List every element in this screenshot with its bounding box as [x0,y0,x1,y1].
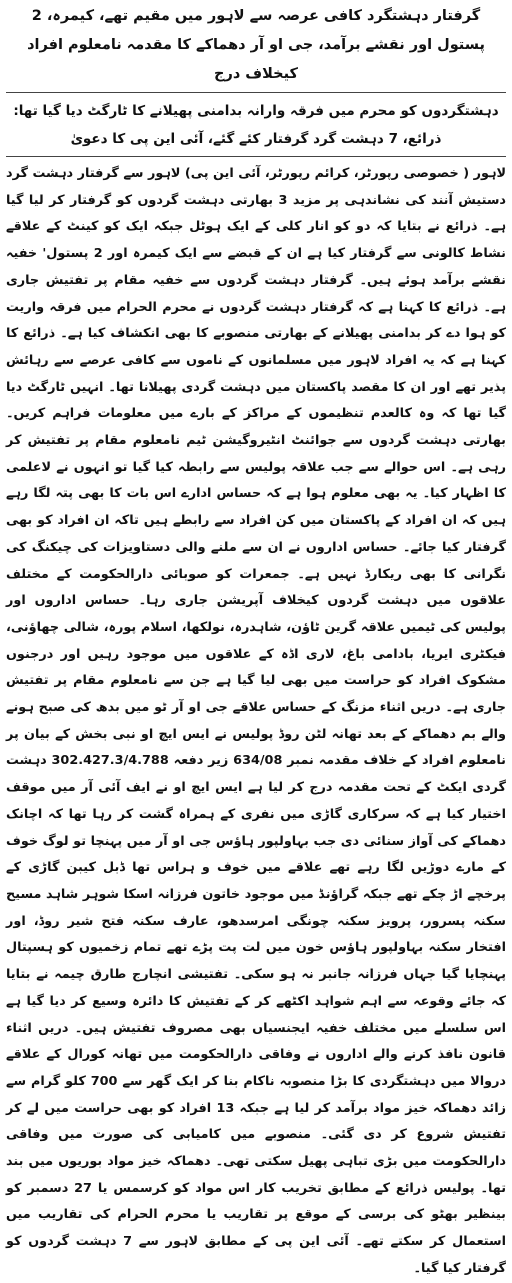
article-headline: گرفتار دہشتگرد کافی عرصہ سے لاہور میں مقیم تھے، کیمرہ، 2 پستول اور نقشے برآمد، جی او آر دھماکے کا مقدمہ نامعلوم افراد کیخلاف درج [27,8,485,82]
subheadline-divider [6,156,506,157]
article-body: لاہور ( خصوصی رپورٹر، کرائم رپورٹر، آئی این پی) لاہور سے گرفتار دہشت گرد دستیش آنند کی نشاندہی پر مزید 3 بھارتی دہشت گردوں کو گرفتار کر لیا گیا ہے۔ ذرائع نے بتایا کہ دو کو انار کلی کے ایک ہوٹل جبکہ ایک کو کینٹ کے علاقے نشاط کالونی سے گرفتار کیا ہے ان کے قبضے سے ایک کیمرہ اور 2 پستول' خفیہ نقشے برآمد ہوئے ہیں۔ گرفتار دہشت گردوں سے خفیہ مقام پر تفتیش جاری ہے۔ ذرائع کا کہنا ہے کہ گرفتار دہشت گردوں نے محرم الحرام میں فرقہ واریت کو ہوا دے کر بدامنی پھیلانے کے بھارتی منصوبے کا بھی انکشاف کیا ہے۔ ذرائع کا کہنا ہے کہ یہ افراد لاہور میں مسلمانوں کے ناموں سے کافی عرصے سے رہائش پذیر تھے اور ان کا مقصد پاکستان میں دہشت گردی پھیلانا تھا۔ انہیں ٹارگٹ دیا گیا تھا کہ وہ کالعدم تنظیموں کے مراکز کے بارے میں معلومات فراہم کریں۔ بھارتی دہشت گردوں سے جوائنٹ انٹیروگیشن ٹیم نامعلوم مقام پر تفتیش کر رہی ہے۔ اس حوالے سے جب علاقہ پولیس سے رابطہ کیا گیا تو انہوں نے لاعلمی کا اظہار کیا۔ یہ بھی معلوم ہوا ہے کہ حساس ادارے اس بات کا بھی پتہ لگا رہے ہیں کہ ان افراد کے پاکستان میں کن افراد سے رابطے ہیں تاکہ ان افراد کو بھی گرفتار کیا جائے۔ حساس اداروں نے ان سے ملنے والی دستاویزات کی چیکنگ کی نگرانی کا بھی ریکارڈ نہیں ہے۔ جمعرات کو صوبائی دارالحکومت کے مختلف علاقوں میں دہشت گردوں کیخلاف آپریشن جاری رہا۔ حساس اداروں اور پولیس کی ٹیمیں علاقہ گرین ٹاؤن، شاہدرہ، نولکھا، اسلام پورہ، شالی چھاؤنی، فیکٹری ایریا، بادامی باغ، لاری اڈہ کے علاقوں میں موجود رہیں اور درجنوں مشکوک افراد کو حراست میں بھی لیا گیا ہے جن سے نامعلوم مقام پر تفتیش جاری ہے۔ دریں اثناء مزنگ کے حساس علاقے جی او آر ٹو میں بدھ کی صبح ہونے والے بم دھماکے کے بعد تھانہ لٹن روڈ پولیس نے ایس ایچ او نبی بخش کے بیان پر نامعلوم افراد کے خلاف مقدمہ نمبر 634/08 زیر دفعہ 302.427.3/4.788 دہشت گردی ایکٹ کے تحت مقدمہ درج کر لیا ہے ایس ایچ او نے ایف آئی آر میں موقف اختیار کیا ہے کہ سرکاری گاڑی میں نفری کے ہمراہ گشت کر رہا تھا کہ اچانک دھماکے کی آواز سنائی دی جب بہاولپور ہاؤس جی او آر میں پہنچا تو لوگ خوف کے مارے دوڑیں لگا رہے تھے علاقے میں خوف و ہراس تھا ڈبل کیبن گاڑی کے پرخچے اڑ چکے تھے جبکہ گراؤنڈ میں موجود خاتون فرزانہ اسکا شوہر شاہد مسیح سکنہ پسرور، پرویز سکنہ چونگی امرسدھو، عارف سکنہ فتح شیر روڈ، اور افتخار سکنہ بہاولپور ہاؤس خون میں لت پت پڑے تھے تمام زخمیوں کو ہسپتال پہنچایا گیا جہاں فرزانہ جانبر نہ ہو سکی۔ تفتیشی انچارج طارق چیمہ نے بتایا کہ جائے وقوعہ سے اہم شواہد اکٹھے کر کے تفتیش کا دائرہ وسیع کر دیا گیا ہے اس سلسلے میں مختلف خفیہ ایجنسیاں بھی مصروف تفتیش ہیں۔ دریں اثناء قانون نافذ کرنے والے اداروں نے وفاقی دارالحکومت میں تھانہ کورال کے علاقے دروالا میں دہشتگردی کا بڑا منصوبہ ناکام بنا کر ایک گھر سے 700 کلو گرام سے زائد دھماکہ خیز مواد برآمد کر لیا ہے جبکہ 13 افراد کو بھی حراست میں لے کر تفتیش شروع کر دی گئی۔ منصوبے میں کامیابی کی صورت میں وفاقی دارالحکومت میں بڑی تباہی پھیل سکتی تھی۔ دھماکہ خیز مواد بوریوں میں بند تھا۔ پولیس ذرائع کے مطابق تخریب کار اس مواد کو کرسمس یا 27 دسمبر کو بینظیر بھٹو کی برسی کے موقع پر تقاریب یا محرم الحرام کی تقاریب میں استعمال کر سکتے تھے۔ آئی این پی کے مطابق لاہور سے 7 دہشت گردوں کو گرفتار کیا گیا۔ [6,166,507,1276]
article-subheadline: دہشتگردوں کو محرم میں فرقہ وارانہ بدامنی پھیلانے کا ٹارگٹ دیا گیا تھا: ذرائع، 7 دہشت گرد گرفتار کئے گئے، آئی این پی کا دعویٰ [13,103,499,147]
headline-divider [6,92,506,93]
